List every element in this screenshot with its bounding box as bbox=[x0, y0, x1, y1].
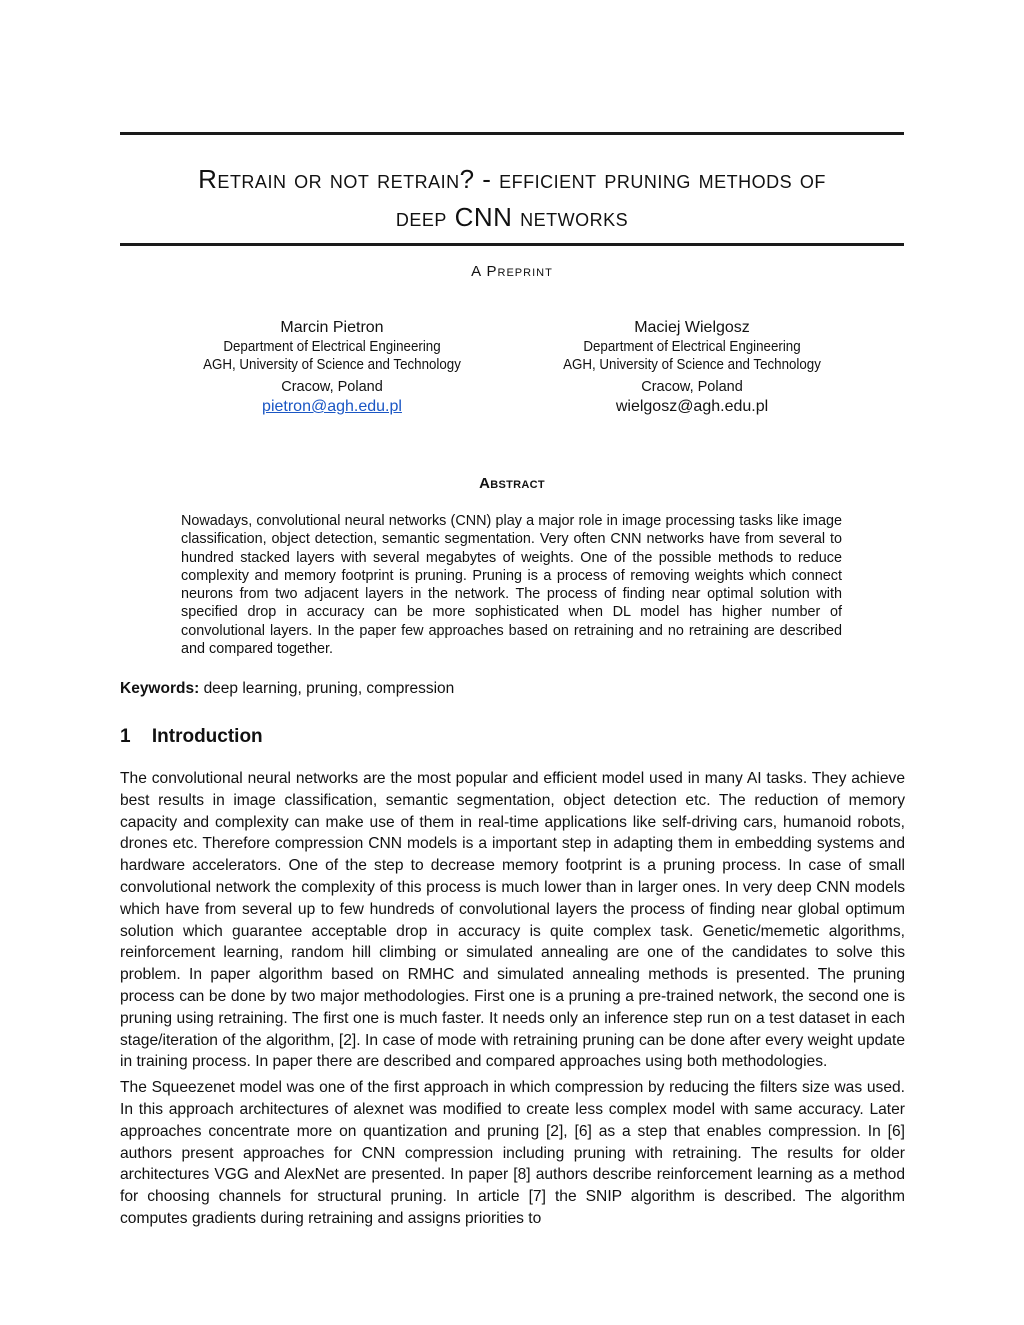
author-name: Marcin Pietron bbox=[280, 319, 384, 336]
paper-title-line-2: deep CNN networks bbox=[395, 202, 629, 232]
section-number: 1 bbox=[120, 726, 131, 747]
section-title: Introduction bbox=[151, 726, 263, 747]
keywords-text: deep learning, pruning, compression bbox=[203, 680, 455, 697]
abstract-text: Nowadays, convolutional neural networks (CNN) play a major role in image processing tasks like image classification, object detection, semantic segmentation. Very often CNN networks have from several to hundred stacked layers with several megabytes of weights. One of the possible methods to reduce complexity and memory footprint is pruning. Pruning is a process of removing weights which connect neurons from two adjacent layers in the network. The process of finding near optimal solution with specified drop in accuracy can be more sophisticated when DL model has higher number of convolutional layers. In the paper few approaches based on retraining and no retraining are described and compared together. bbox=[181, 513, 842, 658]
introduction-body bbox=[120, 768, 905, 1234]
author-university: AGH, University of Science and Technology bbox=[203, 357, 461, 373]
title-rule-bottom bbox=[120, 243, 904, 246]
section-heading bbox=[120, 726, 263, 748]
keywords-label: Keywords: bbox=[120, 680, 200, 697]
author-university: AGH, University of Science and Technology bbox=[563, 357, 821, 373]
author-block-2 bbox=[512, 318, 872, 416]
author-city: Cracow, Poland bbox=[281, 379, 383, 395]
author-email: wielgosz@agh.edu.pl bbox=[615, 398, 769, 415]
author-city: Cracow, Poland bbox=[641, 379, 743, 395]
author-name: Maciej Wielgosz bbox=[634, 319, 750, 336]
title-rule-top bbox=[120, 132, 904, 135]
paper-title-line-1: Retrain or not retrain? - efficient pruning methods of bbox=[198, 164, 826, 194]
author-email-link[interactable]: pietron@agh.edu.pl bbox=[262, 398, 402, 415]
author-email bbox=[152, 398, 512, 416]
paragraph: The convolutional neural networks are the most popular and efficient model used in many AI tasks. They achieve best results in image classification, semantic segmentation, object detection etc. The reduction of memory capacity and complexity can make use of them in real-time applications like self-driving cars, humanoid robots, drones etc. Therefore compression CNN models is a important step in adapting them in embedding systems and hardware accelerators. One of the step to decrease memory footprint is a pruning process. In case of small convolutional network the complexity of this process is much lower than in larger ones. In very deep CNN models which have from several up to few hundreds of convolutional layers the process of finding near global optimum solution which guarantee acceptable drop in accuracy is quite complex task. Genetic/memetic algorithms, reinforcement learning, random hill climbing or simulated annealing are one of the candidates to solve this problem. In paper algorithm based on RMHC and simulated annealing methods is presented. The pruning process can be done by two major methodologies. First one is a pruning a pre-trained network, the second one is pruning using retraining. The first one is much faster. It needs only an inference step run on a test dataset in each stage/iteration of the algorithm, [2]. In case of mode with retraining pruning can be done after every weight update in training process. In paper there are described and compared approaches using both methodologies. bbox=[120, 770, 905, 1071]
author-block-1 bbox=[152, 318, 512, 416]
abstract-heading: Abstract bbox=[479, 475, 545, 492]
preprint-label: A Preprint bbox=[471, 263, 553, 280]
paper-title bbox=[120, 160, 904, 236]
paragraph: The Squeezenet model was one of the first approach in which compression by reducing the filters size was used. In this approach architectures of alexnet was modified to create less complex model with same accuracy. Later approaches concentrate more on quantization and pruning [2], [6] as a step that enables compression. In [6] authors present approaches for CNN compression including pruning with retraining. The results for older architectures VGG and AlexNet are presented. In paper [8] authors describe reinforcement learning as a method for choosing channels for structural pruning. In article [7] the SNIP algorithm is described. The algorithm computes gradients during retraining and assigns priorities to bbox=[120, 1079, 905, 1227]
keywords bbox=[120, 680, 454, 698]
author-department: Department of Electrical Engineering bbox=[223, 339, 441, 355]
author-department: Department of Electrical Engineering bbox=[583, 339, 801, 355]
